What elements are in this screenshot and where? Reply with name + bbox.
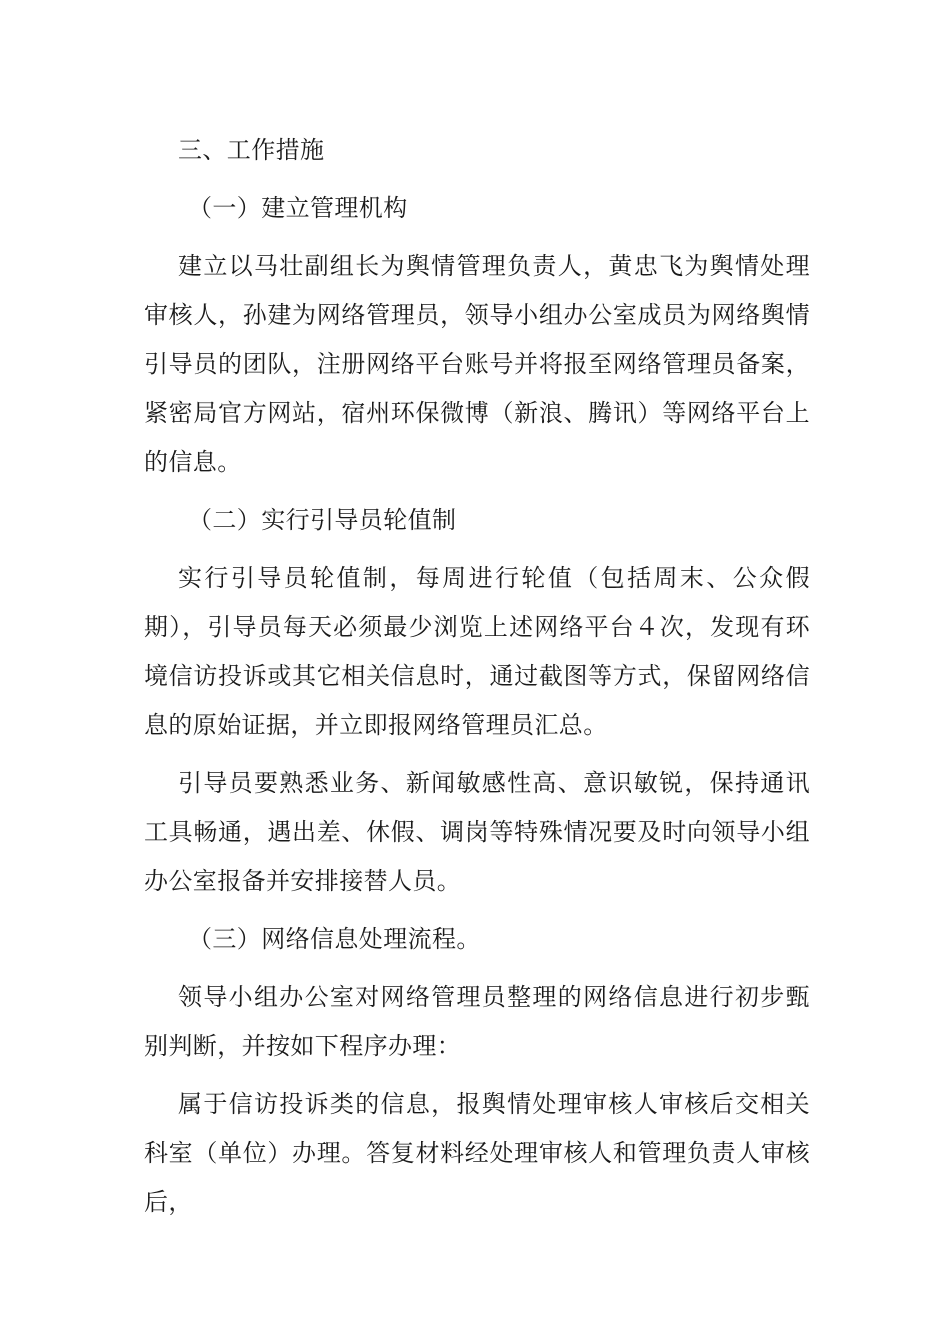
paragraph-complaint-handling: 属于信访投诉类的信息，报舆情处理审核人审核后交相关科室（单位）办理。答复材料经处理审核人和管理负责人审核后， — [144, 1090, 810, 1216]
paragraph-rotation-duty: 实行引导员轮值制，每周进行轮值（包括周末、公众假期），引导员每天必须最少浏览上述网络平台４次，发现有环境信访投诉或其它相关信息时，通过截图等方式，保留网络信息的原始证据，并立即报网络管理员汇总。 — [144, 564, 810, 739]
paragraph-screening: 领导小组办公室对网络管理员整理的网络信息进行初步甄别判断，并按如下程序办理： — [144, 983, 810, 1060]
document-body — [144, 126, 810, 1236]
section-heading-work-measures: 三、工作措施 — [178, 136, 325, 164]
paragraph-guide-requirements: 引导员要熟悉业务、新闻敏感性高、意识敏锐，保持通讯工具畅通，遇出差、休假、调岗等特殊情况要及时向领导小组办公室报备并安排接替人员。 — [144, 769, 810, 895]
paragraph-team-setup: 建立以马壮副组长为舆情管理负责人，黄忠飞为舆情处理审核人，孙建为网络管理员，领导小组办公室成员为网络舆情引导员的团队，注册网络平台账号并将报至网络管理员备案，紧密局官方网站，宿州环保微博（新浪、腾讯）等网络平台上的信息。 — [144, 252, 810, 476]
subheading-processing-flow: （三）网络信息处理流程。 — [188, 925, 481, 953]
subheading-rotation-system: （二）实行引导员轮值制 — [188, 506, 457, 534]
subheading-management-agency: （一）建立管理机构 — [188, 194, 408, 222]
